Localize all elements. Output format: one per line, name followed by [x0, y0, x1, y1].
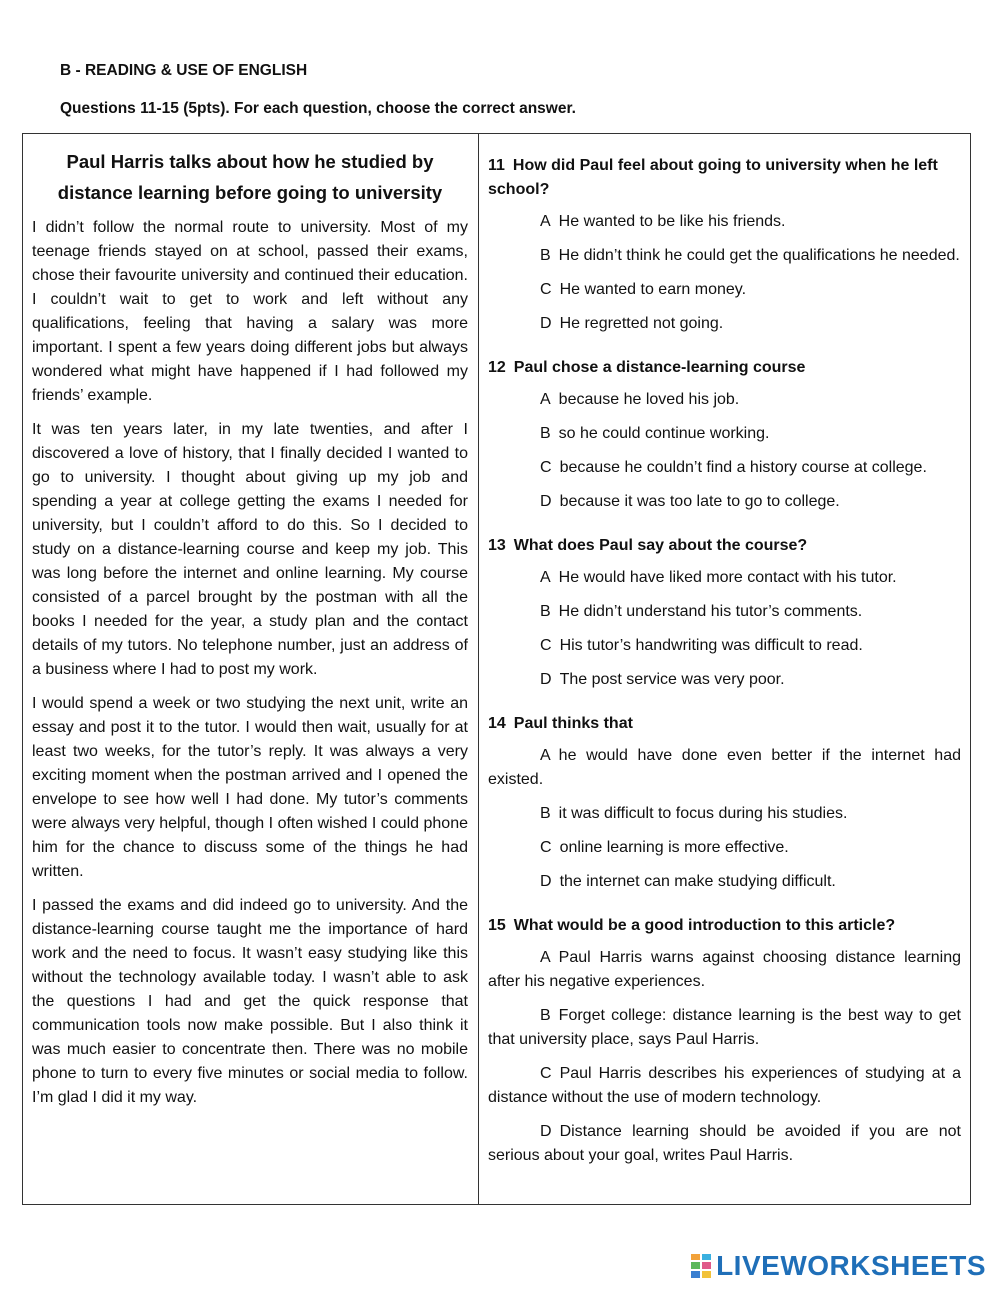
option-letter: A — [540, 213, 551, 230]
questions-column — [479, 134, 970, 1204]
option-letter: A — [540, 569, 551, 586]
option-letter: A — [540, 949, 551, 966]
option-text: Distance learning should be avoided if you are not serious about your goal, writes Paul Harris. — [488, 1123, 961, 1164]
option-letter: C — [540, 637, 552, 654]
question-stem — [488, 356, 961, 380]
question-number: 13 — [488, 537, 506, 554]
option-text: He wanted to be like his friends. — [558, 213, 786, 230]
option-letter: C — [540, 281, 552, 298]
answer-option-c[interactable] — [488, 836, 961, 860]
question-spacer — [488, 346, 961, 356]
option-letter: C — [540, 1065, 552, 1082]
option-text: He wanted to earn money. — [559, 281, 747, 298]
reading-table — [22, 133, 971, 1205]
option-letter: A — [540, 391, 551, 408]
article-title-line-1: Paul Harris talks about how he studied by — [66, 151, 434, 172]
answer-option-a[interactable] — [488, 744, 961, 792]
option-letter: A — [540, 747, 551, 764]
answer-option-d[interactable] — [488, 312, 961, 336]
answer-option-d[interactable] — [488, 870, 961, 894]
question-14 — [488, 712, 961, 914]
question-number: 11 — [488, 157, 505, 174]
option-text: Forget college: distance learning is the best way to get that university place, says Paul Harris. — [488, 1007, 961, 1048]
answer-option-c[interactable] — [488, 634, 961, 658]
option-letter: B — [540, 247, 551, 264]
option-letter: D — [540, 671, 552, 688]
answer-option-a[interactable] — [488, 388, 961, 412]
option-text: His tutor’s handwriting was difficult to read. — [559, 637, 863, 654]
option-text: He didn’t think he could get the qualifications he needed. — [558, 247, 960, 264]
question-text: What would be a good introduction to this article? — [513, 917, 896, 934]
option-text: because he loved his job. — [558, 391, 740, 408]
question-text: What does Paul say about the course? — [513, 537, 808, 554]
liveworksheets-logo-text: LIVEWORKSHEETS — [716, 1250, 986, 1281]
answer-option-d[interactable] — [488, 490, 961, 514]
answer-option-a[interactable] — [488, 946, 961, 994]
option-text: Paul Harris warns against choosing distance learning after his negative experiences. — [488, 949, 961, 990]
option-letter: D — [540, 873, 552, 890]
option-text: The post service was very poor. — [559, 671, 785, 688]
liveworksheets-logo-icon — [690, 1253, 712, 1279]
option-letter: B — [540, 805, 551, 822]
option-text: because it was too late to go to college. — [559, 493, 840, 510]
question-stem — [488, 534, 961, 558]
answer-option-c[interactable] — [488, 456, 961, 480]
answer-option-c[interactable] — [488, 278, 961, 302]
option-text: He would have liked more contact with his tutor. — [558, 569, 897, 586]
question-text: Paul thinks that — [513, 715, 633, 732]
question-spacer — [488, 1178, 961, 1188]
question-spacer — [488, 904, 961, 914]
question-stem — [488, 712, 961, 736]
liveworksheets-logo — [690, 1250, 986, 1282]
option-text: the internet can make studying difficult. — [559, 873, 836, 890]
article-paragraph-2: It was ten years later, in my late twenties, and after I discovered a love of history, that I finally decided I wanted to go to university. I thought about giving up my job and spending a year at college getting the exams I needed for university, but I couldn’t afford to do this. So I decided to study on a distance-learning course and keep my job. This was long before the internet and online learning. My course consisted of a parcel brought by the postman with all the books I needed for the year, a study plan and the contact details of my tutors. No telephone number, just an address of a business where I had to post my work. — [32, 421, 468, 678]
answer-option-b[interactable] — [488, 802, 961, 826]
question-15 — [488, 914, 961, 1188]
answer-option-a[interactable] — [488, 210, 961, 234]
option-text: so he could continue working. — [558, 425, 770, 442]
option-letter: B — [540, 1007, 551, 1024]
article-title — [32, 146, 468, 208]
option-letter: C — [540, 459, 552, 476]
question-13 — [488, 534, 961, 712]
option-text: it was difficult to focus during his studies. — [558, 805, 848, 822]
option-letter: D — [540, 493, 552, 510]
option-letter: D — [540, 315, 552, 332]
option-text: he would have done even better if the internet had existed. — [488, 747, 961, 788]
article-title-line-2: distance learning before going to university — [57, 182, 443, 203]
article-paragraph-1: I didn’t follow the normal route to university. Most of my teenage friends stayed on at school, passed their exams, chose their favourite university and continued their education. I couldn’t wait to get to work and left without any qualifications, feeling that having a salary was more important. I spent a few years doing different jobs but always wondered what might have happened if I had followed my friends’ example. — [32, 219, 468, 404]
question-stem — [488, 914, 961, 938]
answer-option-b[interactable] — [488, 244, 961, 268]
question-text: Paul chose a distance-learning course — [513, 359, 806, 376]
option-text: online learning is more effective. — [559, 839, 789, 856]
answer-option-b[interactable] — [488, 422, 961, 446]
section-title: B - READING & USE OF ENGLISH — [60, 62, 308, 79]
option-letter: B — [540, 425, 551, 442]
question-spacer — [488, 702, 961, 712]
questions-list — [488, 154, 961, 1188]
option-letter: D — [540, 1123, 552, 1140]
option-letter: B — [540, 603, 551, 620]
question-spacer — [488, 524, 961, 534]
answer-option-b[interactable] — [488, 600, 961, 624]
question-number: 15 — [488, 917, 506, 934]
question-stem — [488, 154, 961, 202]
article-paragraph-3: I would spend a week or two studying the next unit, write an essay and post it to the tutor. I would then wait, usually for at least two weeks, for the tutor’s reply. It was always a very exciting moment when the postman arrived and I opened the envelope to see how well I had done. My tutor’s comments were always very helpful, though I often wished I could phone him for the chance to discuss some of the things he had written. — [32, 695, 468, 880]
answer-option-d[interactable] — [488, 668, 961, 692]
instructions: Questions 11-15 (5pts). For each question, choose the correct answer. — [60, 100, 576, 117]
question-11 — [488, 154, 961, 356]
question-number: 14 — [488, 715, 506, 732]
answer-option-a[interactable] — [488, 566, 961, 590]
option-text: He regretted not going. — [559, 315, 724, 332]
option-text: Paul Harris describes his experiences of studying at a distance without the use of modern technology. — [488, 1065, 961, 1106]
option-text: He didn’t understand his tutor’s comments. — [558, 603, 863, 620]
article-column — [23, 134, 479, 1204]
question-text: How did Paul feel about going to university when he left school? — [488, 157, 938, 198]
answer-option-d[interactable] — [488, 1120, 961, 1168]
question-12 — [488, 356, 961, 534]
answer-option-c[interactable] — [488, 1062, 961, 1110]
article-paragraph-4: I passed the exams and did indeed go to university. And the distance-learning course taught me the importance of hard work and the need to focus. It wasn’t easy studying like this without the technology available today. I wasn’t able to ask the questions I had and get the quick response that communication tools now make possible. But I also think it was much easier to concentrate then. There was no mobile phone to turn to every five minutes or social media to follow. I’m glad I did it my way. — [32, 897, 468, 1106]
option-letter: C — [540, 839, 552, 856]
option-text: because he couldn’t find a history course at college. — [559, 459, 927, 476]
answer-option-b[interactable] — [488, 1004, 961, 1052]
question-number: 12 — [488, 359, 506, 376]
